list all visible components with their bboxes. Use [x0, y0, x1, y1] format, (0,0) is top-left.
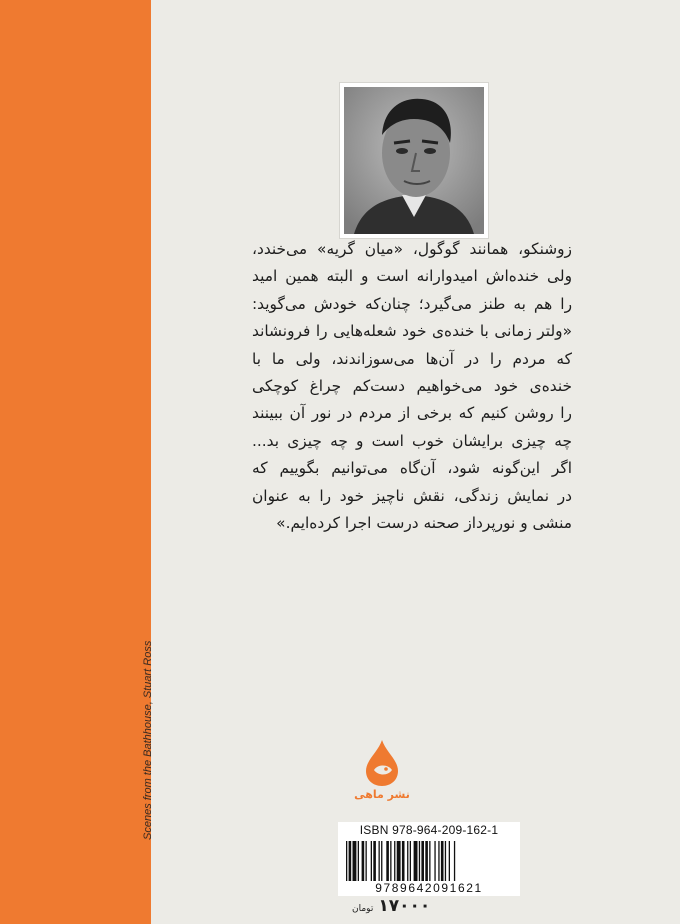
price-amount: ۱۷۰۰۰ — [378, 896, 431, 916]
isbn-text: ISBN 978-964-209-162-1 — [359, 823, 499, 837]
barcode-bar — [362, 841, 365, 881]
blurb-line: که مردم را در آن‌ها می‌سوزاندند، ولی ما با — [252, 349, 572, 368]
blurb-line: را هم به طنز می‌گیرد؛ چنان‌که خودش می‌گوید: — [252, 294, 572, 313]
barcode-label — [338, 822, 520, 896]
barcode-bar — [414, 841, 418, 881]
barcode-bar — [371, 841, 372, 881]
barcode-bar — [353, 841, 357, 881]
barcode-bar — [381, 841, 382, 881]
barcode-bar — [349, 841, 352, 881]
blurb-line: زوشنکو، همانند گوگول، «میان گریه» می‌خندد، — [252, 240, 572, 258]
publisher-name: نشر ماهی — [354, 788, 410, 801]
author-photo-frame — [340, 83, 488, 238]
blurb-line: چه چیزی برایشان خوب است و چه چیزی بد... — [252, 431, 572, 450]
back-cover-blurb — [252, 236, 572, 537]
barcode-bar — [449, 841, 450, 881]
barcode-bars — [344, 841, 514, 881]
spine-title: Scenes from the Bathhouse, Stuart Ross — [142, 640, 154, 840]
blurb-line: را روشن کنیم که برخی از مردم در نور آن ببینند — [252, 404, 572, 423]
barcode-bar — [421, 841, 424, 881]
barcode-bar — [386, 841, 389, 881]
barcode-bar — [425, 841, 428, 881]
blurb-line: اگر این‌گونه شود، آن‌گاه می‌توانیم بگوییم که — [252, 459, 572, 478]
barcode-bar — [397, 841, 401, 881]
publisher-logo — [352, 738, 412, 808]
blurb-line: منشی و نورپرداز صحنه درست اجرا کرده‌ایم.» — [276, 513, 572, 532]
fish-drop-icon — [352, 738, 412, 788]
blurb-line: خنده‌ی خود می‌خواهیم دست‌کم چراغ کوچکی — [252, 376, 572, 395]
barcode-bar — [434, 841, 435, 881]
blurb-line: ولی خنده‌اش امیدوارانه است و البته همین امید — [252, 267, 572, 286]
barcode-bar — [407, 841, 408, 881]
barcode-bar — [445, 841, 446, 881]
ean-number: 9789642091621 — [375, 881, 483, 895]
barcode-bar — [419, 841, 420, 881]
barcode-bar — [429, 841, 430, 881]
price-tag — [352, 896, 430, 916]
barcode-bar — [402, 841, 405, 881]
barcode-bar — [410, 841, 411, 881]
blurb-line: در نمایش زندگی، نقش ناچیز خود را به عنوان — [252, 486, 572, 505]
barcode-bar — [346, 841, 347, 881]
barcode-bar — [454, 841, 455, 881]
barcode-bar — [438, 841, 439, 881]
blurb-line: «ولتر زمانی با خنده‌ی خود شعله‌هایی را فرونشاند — [252, 322, 572, 341]
price-unit: تومان — [352, 904, 374, 914]
orange-spine — [0, 0, 151, 924]
barcode-bar — [373, 841, 376, 881]
barcode-bar — [366, 841, 367, 881]
author-portrait-photo — [344, 87, 484, 234]
barcode-bar — [358, 841, 359, 881]
barcode-bar — [390, 841, 391, 881]
barcode-bar — [441, 841, 444, 881]
barcode-bar — [394, 841, 395, 881]
barcode-bar — [379, 841, 380, 881]
